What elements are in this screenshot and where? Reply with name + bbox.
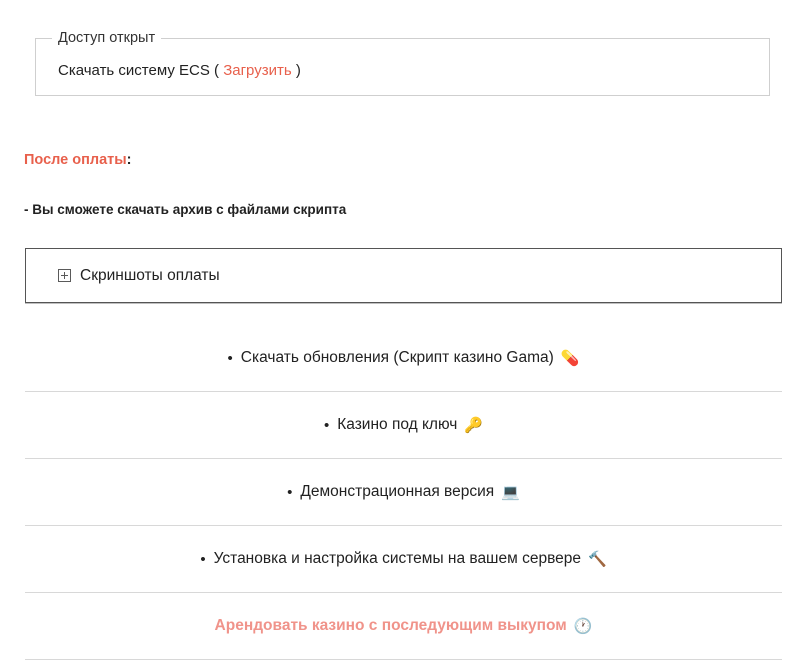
list-item-label: Казино под ключ: [337, 416, 458, 433]
key-icon: 🔑: [464, 417, 484, 434]
download-ecs-line: [48, 56, 757, 81]
list-item[interactable]: [25, 325, 782, 392]
clock-icon: 🕐: [573, 618, 593, 635]
after-payment-heading: [24, 152, 131, 168]
after-payment-colon: :: [126, 152, 132, 168]
list-item[interactable]: [25, 392, 782, 459]
hammer-icon: 🔨: [588, 551, 607, 568]
bullet-icon: •: [287, 483, 293, 501]
list-item-label: Установка и настройка системы на вашем сервере: [213, 550, 581, 567]
screenshots-accordion-label: Скриншоты оплаты: [80, 266, 220, 284]
list-item-label: Демонстрационная версия: [300, 483, 495, 500]
bullet-icon: •: [227, 349, 233, 367]
list-item[interactable]: [25, 593, 782, 660]
laptop-icon: 💻: [501, 484, 520, 501]
download-ecs-text: Скачать систему ECS: [58, 62, 210, 79]
offer-list: [25, 325, 782, 660]
list-item[interactable]: [25, 526, 782, 593]
list-item-label: Арендовать казино с последующим выкупом: [214, 617, 567, 634]
pill-icon: 💊: [560, 350, 580, 367]
access-open-panel: [35, 30, 770, 96]
bullet-icon: •: [323, 416, 330, 434]
screenshots-accordion[interactable]: [25, 248, 782, 303]
paren-open: (: [214, 62, 220, 79]
list-item[interactable]: [25, 459, 782, 526]
access-open-legend: Доступ открыт: [58, 30, 156, 46]
after-payment-note: - Вы сможете скачать архив с файлами скрипта: [24, 202, 347, 217]
download-link[interactable]: Загрузить: [223, 62, 292, 79]
list-item-label: Скачать обновления (Скрипт казино Gama): [240, 349, 554, 366]
screenshots-accordion-inner: [26, 267, 220, 285]
after-payment-highlight: После оплаты: [24, 152, 127, 168]
plus-box-icon[interactable]: [58, 269, 71, 282]
paren-close: ): [295, 62, 301, 79]
bullet-icon: •: [200, 550, 206, 568]
